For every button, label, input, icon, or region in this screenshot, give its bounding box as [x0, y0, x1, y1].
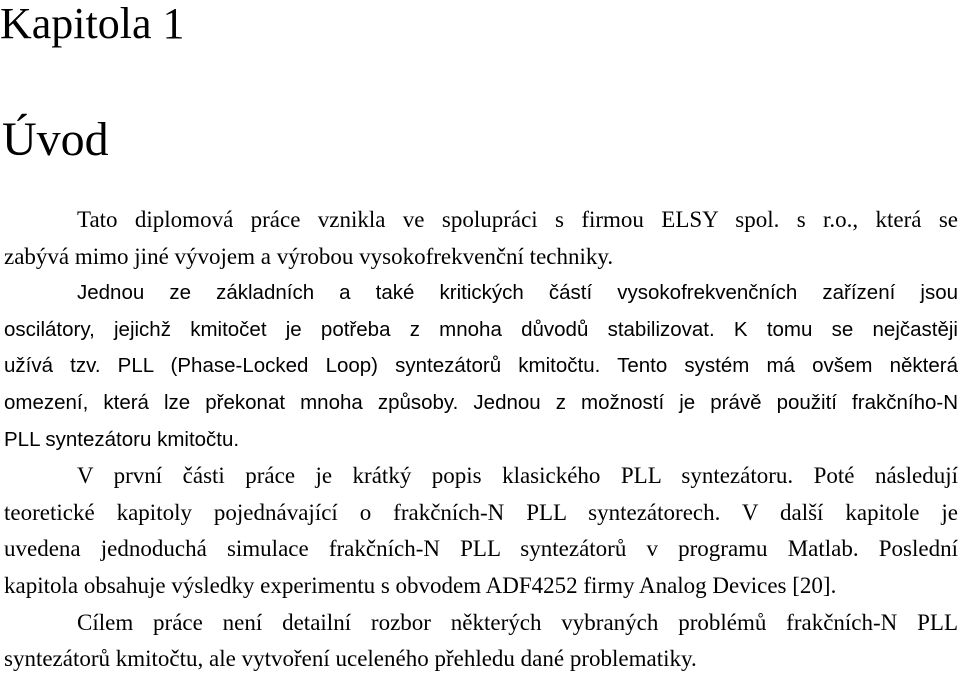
- paragraph-line: užívá tzv. PLL (Phase-Locked Loop) syntezátorů kmitočtu. Tento systém má ovšem některá: [4, 354, 958, 378]
- paragraph-line: zabývá mimo jiné vývojem a výrobou vysokofrekvenční techniky.: [4, 243, 614, 269]
- paragraph-line: syntezátorů kmitočtu, ale vytvoření uceleného přehledu dané problematiky.: [4, 646, 697, 672]
- paragraph-1: [4, 202, 958, 275]
- paragraph-2: [4, 275, 958, 458]
- paragraph-line: oscilátory, jejichž kmitočet je potřeba z mnoha důvodů stabilizovat. K tomu se nejčastěji: [4, 317, 958, 341]
- paragraph-line: omezení, která lze překonat mnoha způsoby. Jednou z možností je právě použití frakčního-N: [4, 390, 958, 414]
- paragraph-line: Jednou ze základních a také kritických částí vysokofrekvenčních zařízení jsou: [77, 281, 958, 305]
- paragraph-line: teoretické kapitoly pojednávající o frakčních-N PLL syntezátorech. V další kapitole je: [4, 499, 958, 525]
- paragraph-3: [4, 458, 958, 604]
- paragraph-line: V první části práce je krátký popis klasického PLL syntezátoru. Poté následují: [77, 463, 958, 489]
- body-text: [4, 202, 958, 678]
- paragraph-line: kapitola obsahuje výsledky experimentu s obvodem ADF4252 firmy Analog Devices [20].: [4, 572, 837, 598]
- paragraph-line: uvedena jednoduchá simulace frakčních-N PLL syntezátorů v programu Matlab. Poslední: [4, 536, 958, 562]
- paragraph-line: Cílem práce není detailní rozbor některých vybraných problémů frakčních-N PLL: [77, 609, 958, 635]
- paragraph-4: [4, 605, 958, 678]
- paragraph-line: Tato diplomová práce vznikla ve spolupráci s firmou ELSY spol. s r.o., která se: [77, 207, 958, 232]
- chapter-title: Úvod: [2, 113, 109, 166]
- chapter-label: Kapitola 1: [0, 0, 185, 48]
- paragraph-line: PLL syntezátoru kmitočtu.: [4, 427, 240, 451]
